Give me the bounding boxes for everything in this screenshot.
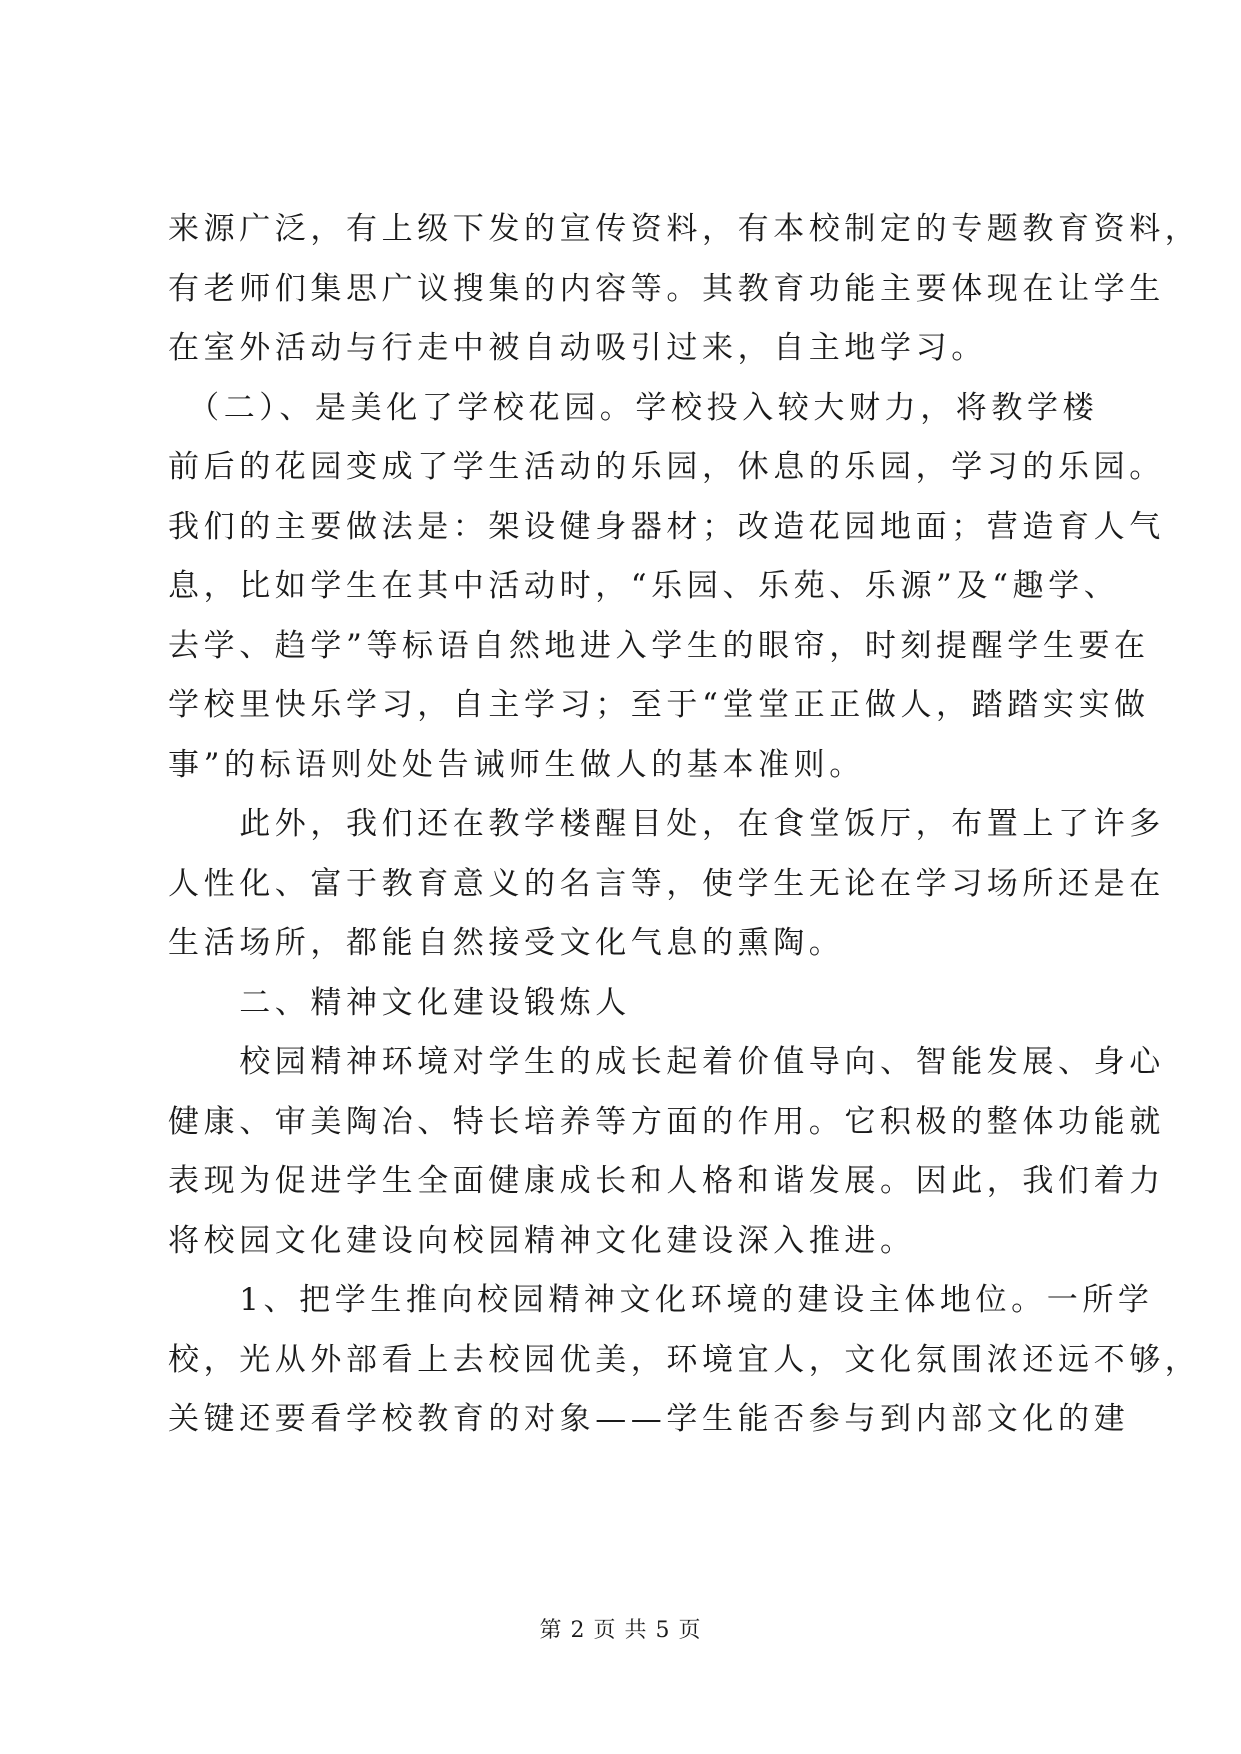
- text-line: 校园精神环境对学生的成长起着价值导向、智能发展、身心: [168, 1044, 1165, 1080]
- text-line: 将校园文化建设向校园精神文化建设深入推进。: [168, 1222, 916, 1259]
- text-line: 事”的标语则处处告诫师生做人的基本准则。: [168, 746, 865, 783]
- text-line: （二）、是美化了学校花园。学校投入较大财力，将教学楼: [168, 389, 1099, 426]
- section-heading: 二、精神文化建设锻炼人: [168, 984, 631, 1021]
- text-line: 生活场所，都能自然接受文化气息的熏陶。: [168, 925, 845, 961]
- text-line: 我们的主要做法是：架设健身器材；改造花园地面；营造育人气: [168, 508, 1165, 545]
- text-line: 表现为促进学生全面健康成长和人格和谐发展。因此，我们着力: [168, 1163, 1165, 1199]
- text-line: 人性化、富于教育意义的名言等，使学生无论在学习场所还是在: [168, 865, 1165, 902]
- text-line: 前后的花园变成了学生活动的乐园，休息的乐园，学习的乐园。: [168, 449, 1165, 485]
- text-line: 息，比如学生在其中活动时，“乐园、乐苑、乐源”及“趣学、: [168, 568, 1120, 604]
- text-line: 来源广泛，有上级下发的宣传资料，有本校制定的专题教育资料，: [168, 211, 1201, 247]
- text-line: 学校里快乐学习，自主学习；至于“堂堂正正做人，踏踏实实做: [168, 687, 1150, 723]
- text-line: 有老师们集思广议搜集的内容等。其教育功能主要体现在让学生: [168, 270, 1165, 307]
- text-line: 关键还要看学校教育的对象——学生能否参与到内部文化的建: [168, 1401, 1130, 1437]
- body-text: [168, 200, 1201, 1450]
- page-number-footer: 第 2 页 共 5 页: [539, 1618, 702, 1643]
- text-line: 健康、审美陶冶、特长培养等方面的作用。它积极的整体功能就: [168, 1103, 1165, 1140]
- text-line: 校，光从外部看上去校园优美，环境宜人，文化氛围浓还远不够，: [168, 1341, 1201, 1378]
- text-line: 此外，我们还在教学楼醒目处，在食堂饭厅，布置上了许多: [168, 806, 1165, 842]
- text-line: 去学、趋学”等标语自然地进入学生的眼帘，时刻提醒学生要在: [168, 627, 1150, 664]
- text-line: 1、把学生推向校园精神文化环境的建设主体地位。一所学: [168, 1282, 1154, 1318]
- text-line: 在室外活动与行走中被自动吸引过来，自主地学习。: [168, 330, 987, 366]
